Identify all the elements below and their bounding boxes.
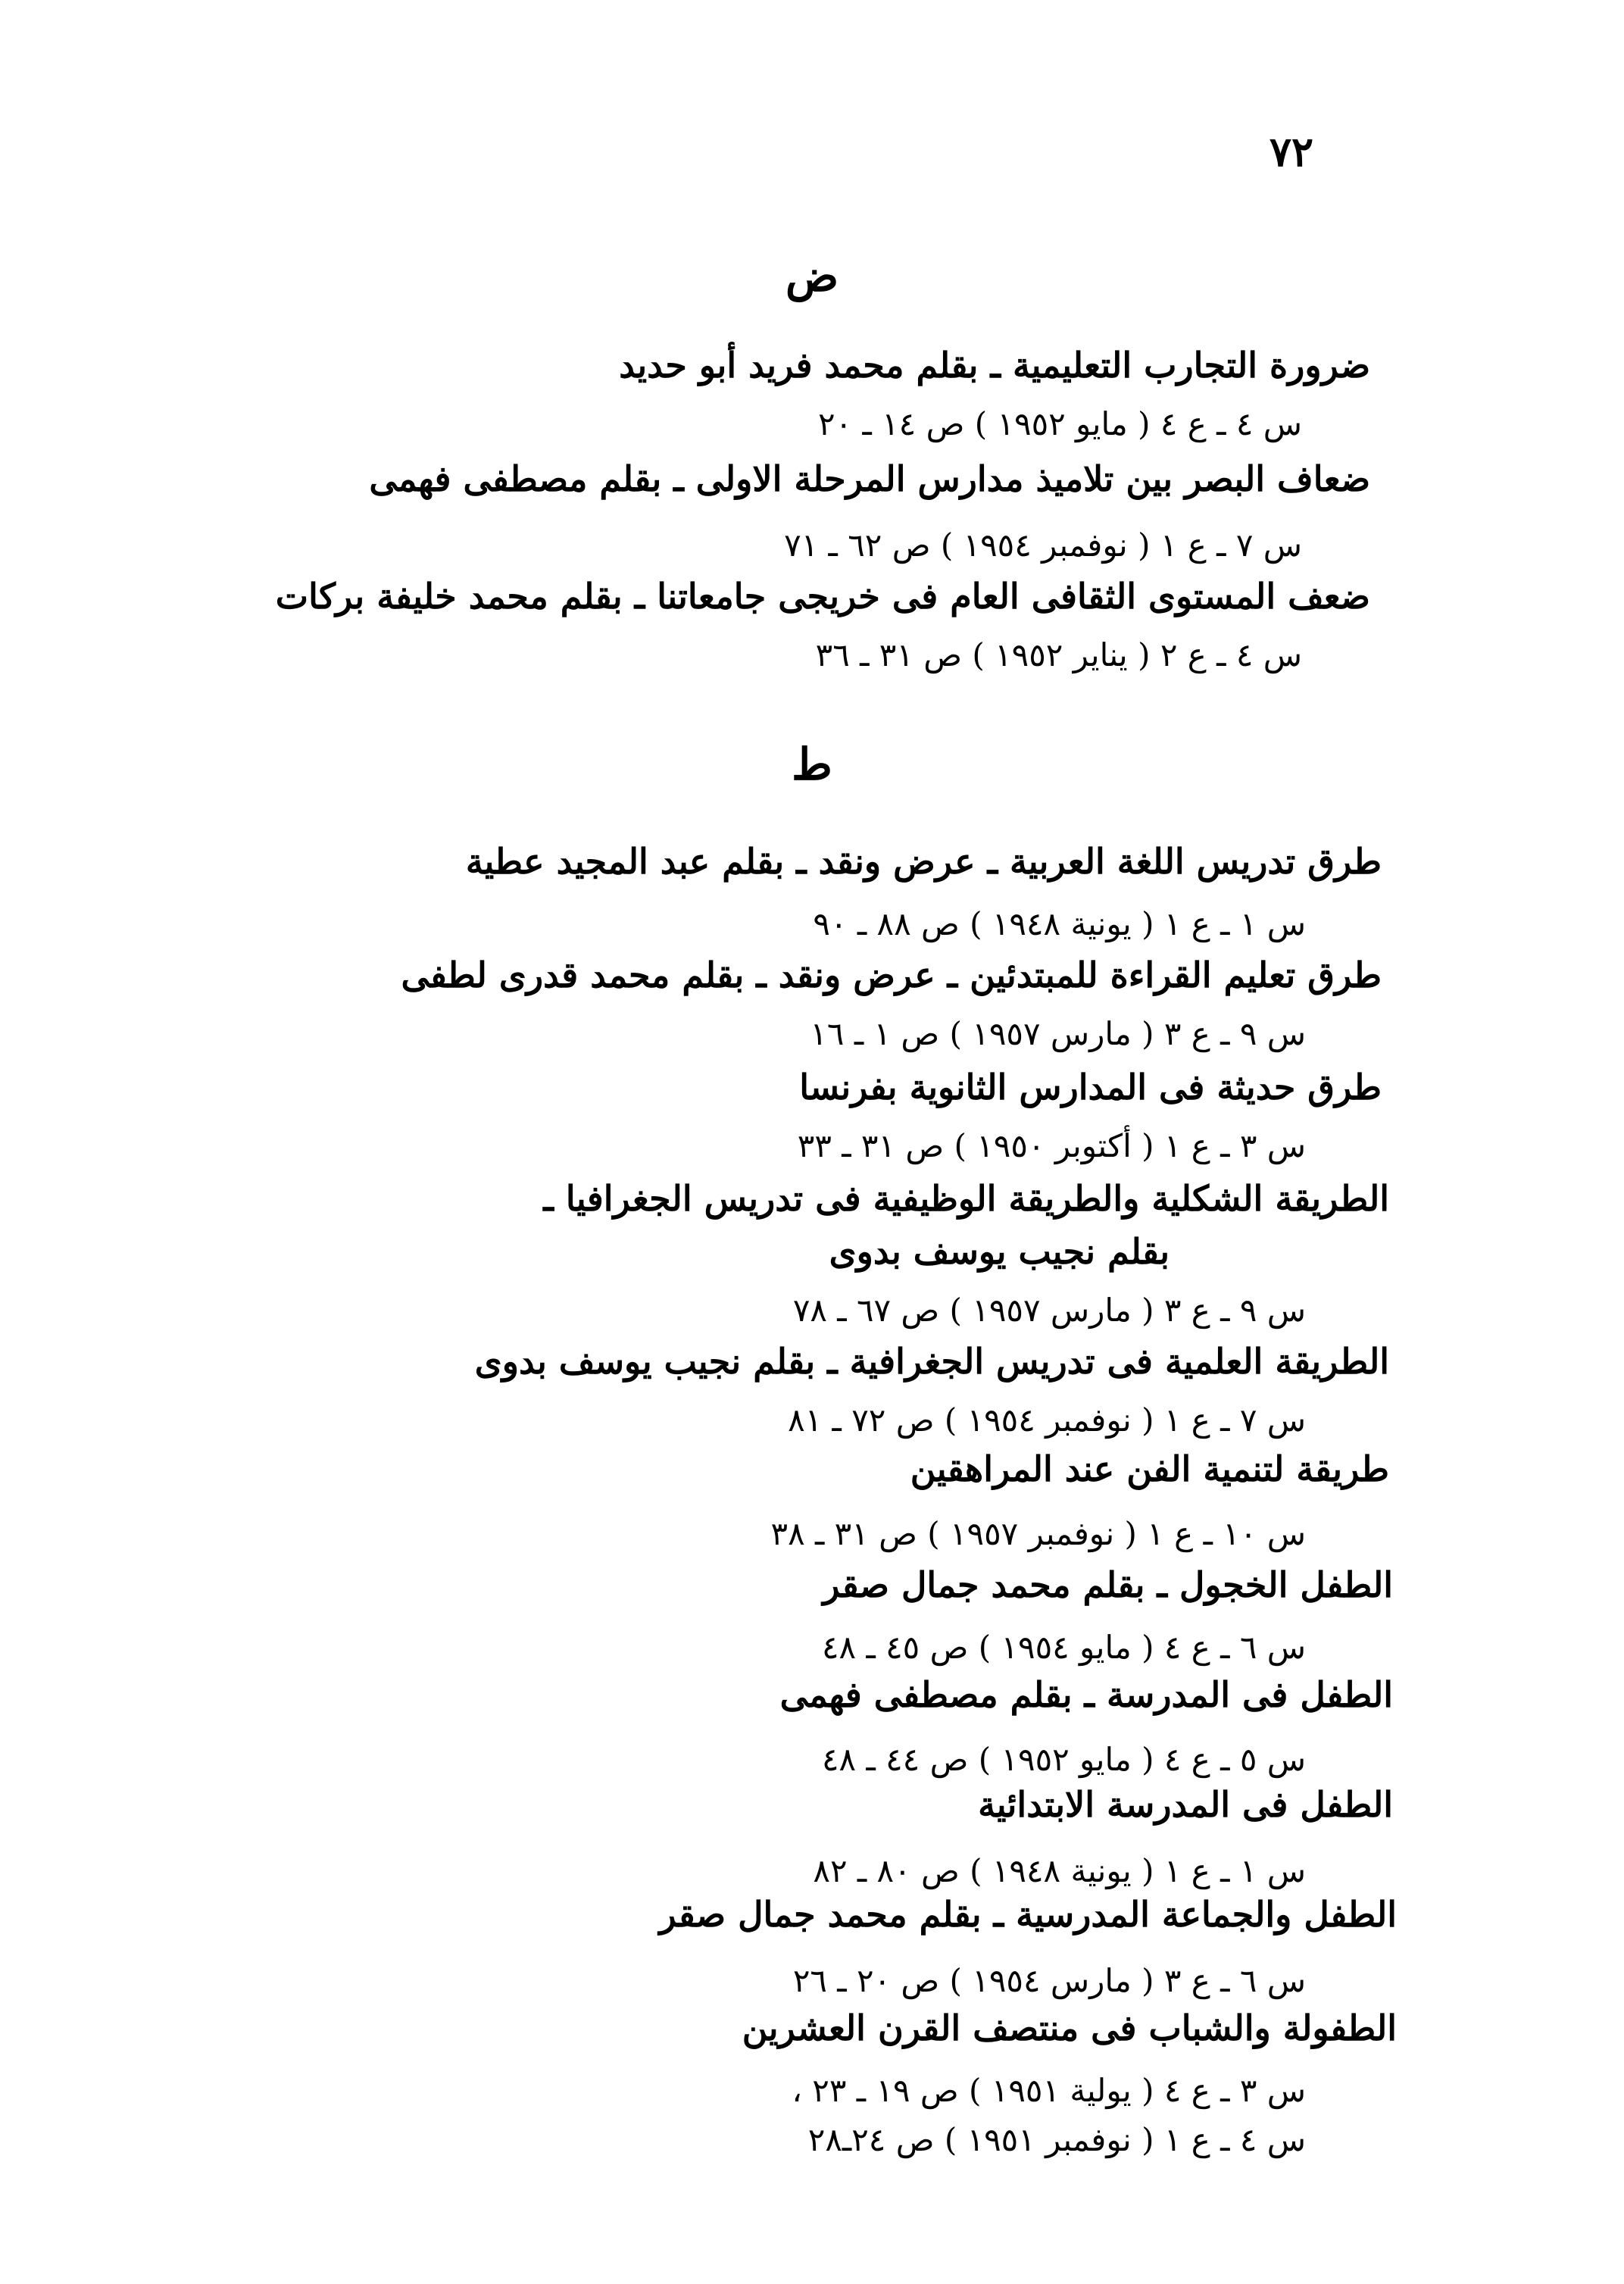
entry-reference: س ٤ ـ ع ٤ ( مايو ١٩٥٢ ) ص ١٤ ـ ٢٠ [817,405,1302,442]
entry-reference: س ٦ ـ ع ٤ ( مايو ١٩٥٤ ) ص ٤٥ ـ ٤٨ [821,1629,1306,1666]
page-number: ٧٢ [1269,127,1313,176]
entry-reference: س ٧ ـ ع ١ ( نوفمبر ١٩٥٤ ) ص ٦٢ ـ ٧١ [784,526,1302,564]
entry-reference: س ٧ ـ ع ١ ( نوفمبر ١٩٥٤ ) ص ٧٢ ـ ٨١ [788,1401,1306,1439]
section-letter-dad: ض [785,250,839,302]
entry-reference: س ٩ ـ ع ٣ ( مارس ١٩٥٧ ) ص ٦٧ ـ ٧٨ [792,1292,1306,1329]
entry-title: الطفل والجماعة المدرسية ـ بقلم محمد جمال صقر [659,1894,1397,1935]
entry-title-continuation: بقلم نجيب يوسف بدوى [829,1231,1170,1272]
entry-reference: س ٣ ـ ع ١ ( أكتوبر ١٩٥٠ ) ص ٣١ ـ ٣٣ [797,1127,1306,1164]
entry-title: الطفل فى المدرسة الابتدائية [978,1784,1393,1825]
entry-reference: س ٣ ـ ع ٤ ( يولية ١٩٥١ ) ص ١٩ ـ ٢٣ ، [792,2072,1306,2109]
entry-title: ضعاف البصر بين تلاميذ مدارس المرحلة الاولى ـ بقلم مصطفى فهمى [369,458,1370,499]
section-letter-ta: ط [792,739,832,790]
entry-reference: س ٤ ـ ع ٢ ( يناير ١٩٥٢ ) ص ٣١ ـ ٣٦ [815,636,1302,673]
entry-title: ضرورة التجارب التعليمية ـ بقلم محمد فريد أبو حديد [619,345,1370,386]
entry-reference: س ٤ ـ ع ١ ( نوفمبر ١٩٥١ ) ص ٢٤ـ٢٨ [807,2121,1306,2158]
entry-title: طرق تعليم القراءة للمبتدئين ـ عرض ونقد ـ بقلم محمد قدرى لطفى [401,955,1382,995]
entry-reference: س ١ ـ ع ١ ( يونية ١٩٤٨ ) ص ٨٠ ـ ٨٢ [813,1852,1306,1889]
entry-reference: س ٦ ـ ع ٣ ( مارس ١٩٥٤ ) ص ٢٠ ـ ٢٦ [792,1962,1306,1999]
entry-title: الطفل الخجول ـ بقلم محمد جمال صقر [823,1564,1393,1605]
entry-title: طريقة لتنمية الفن عند المراهقين [910,1448,1389,1489]
entry-title: الطفولة والشباب فى منتصف القرن العشرين [742,2007,1397,2048]
entry-title: الطريقة العلمية فى تدريس الجغرافية ـ بقلم نجيب يوسف بدوى [474,1341,1389,1382]
entry-reference: س ١٠ ـ ع ١ ( نوفمبر ١٩٥٧ ) ص ٣١ ـ ٣٨ [770,1515,1306,1552]
entry-title: الطفل فى المدرسة ـ بقلم مصطفى فهمى [779,1674,1393,1715]
entry-reference: س ١ ـ ع ١ ( يونية ١٩٤٨ ) ص ٨٨ ـ ٩٠ [813,905,1306,942]
entry-reference: س ٥ ـ ع ٤ ( مايو ١٩٥٢ ) ص ٤٤ ـ ٤٨ [821,1741,1306,1778]
entry-title: طرق حديثة فى المدارس الثانوية بفرنسا [799,1067,1382,1108]
entry-title: ضعف المستوى الثقافى العام فى خريجى جامعاتنا ـ بقلم محمد خليفة بركات [275,576,1370,617]
entry-title: الطريقة الشكلية والطريقة الوظيفية فى تدريس الجغرافيا ـ [543,1178,1389,1219]
entry-reference: س ٩ ـ ع ٣ ( مارس ١٩٥٧ ) ص ١ ـ ١٦ [810,1015,1306,1052]
entry-title: طرق تدريس اللغة العربية ـ عرض ونقد ـ بقلم عبد المجيد عطية [465,841,1382,882]
